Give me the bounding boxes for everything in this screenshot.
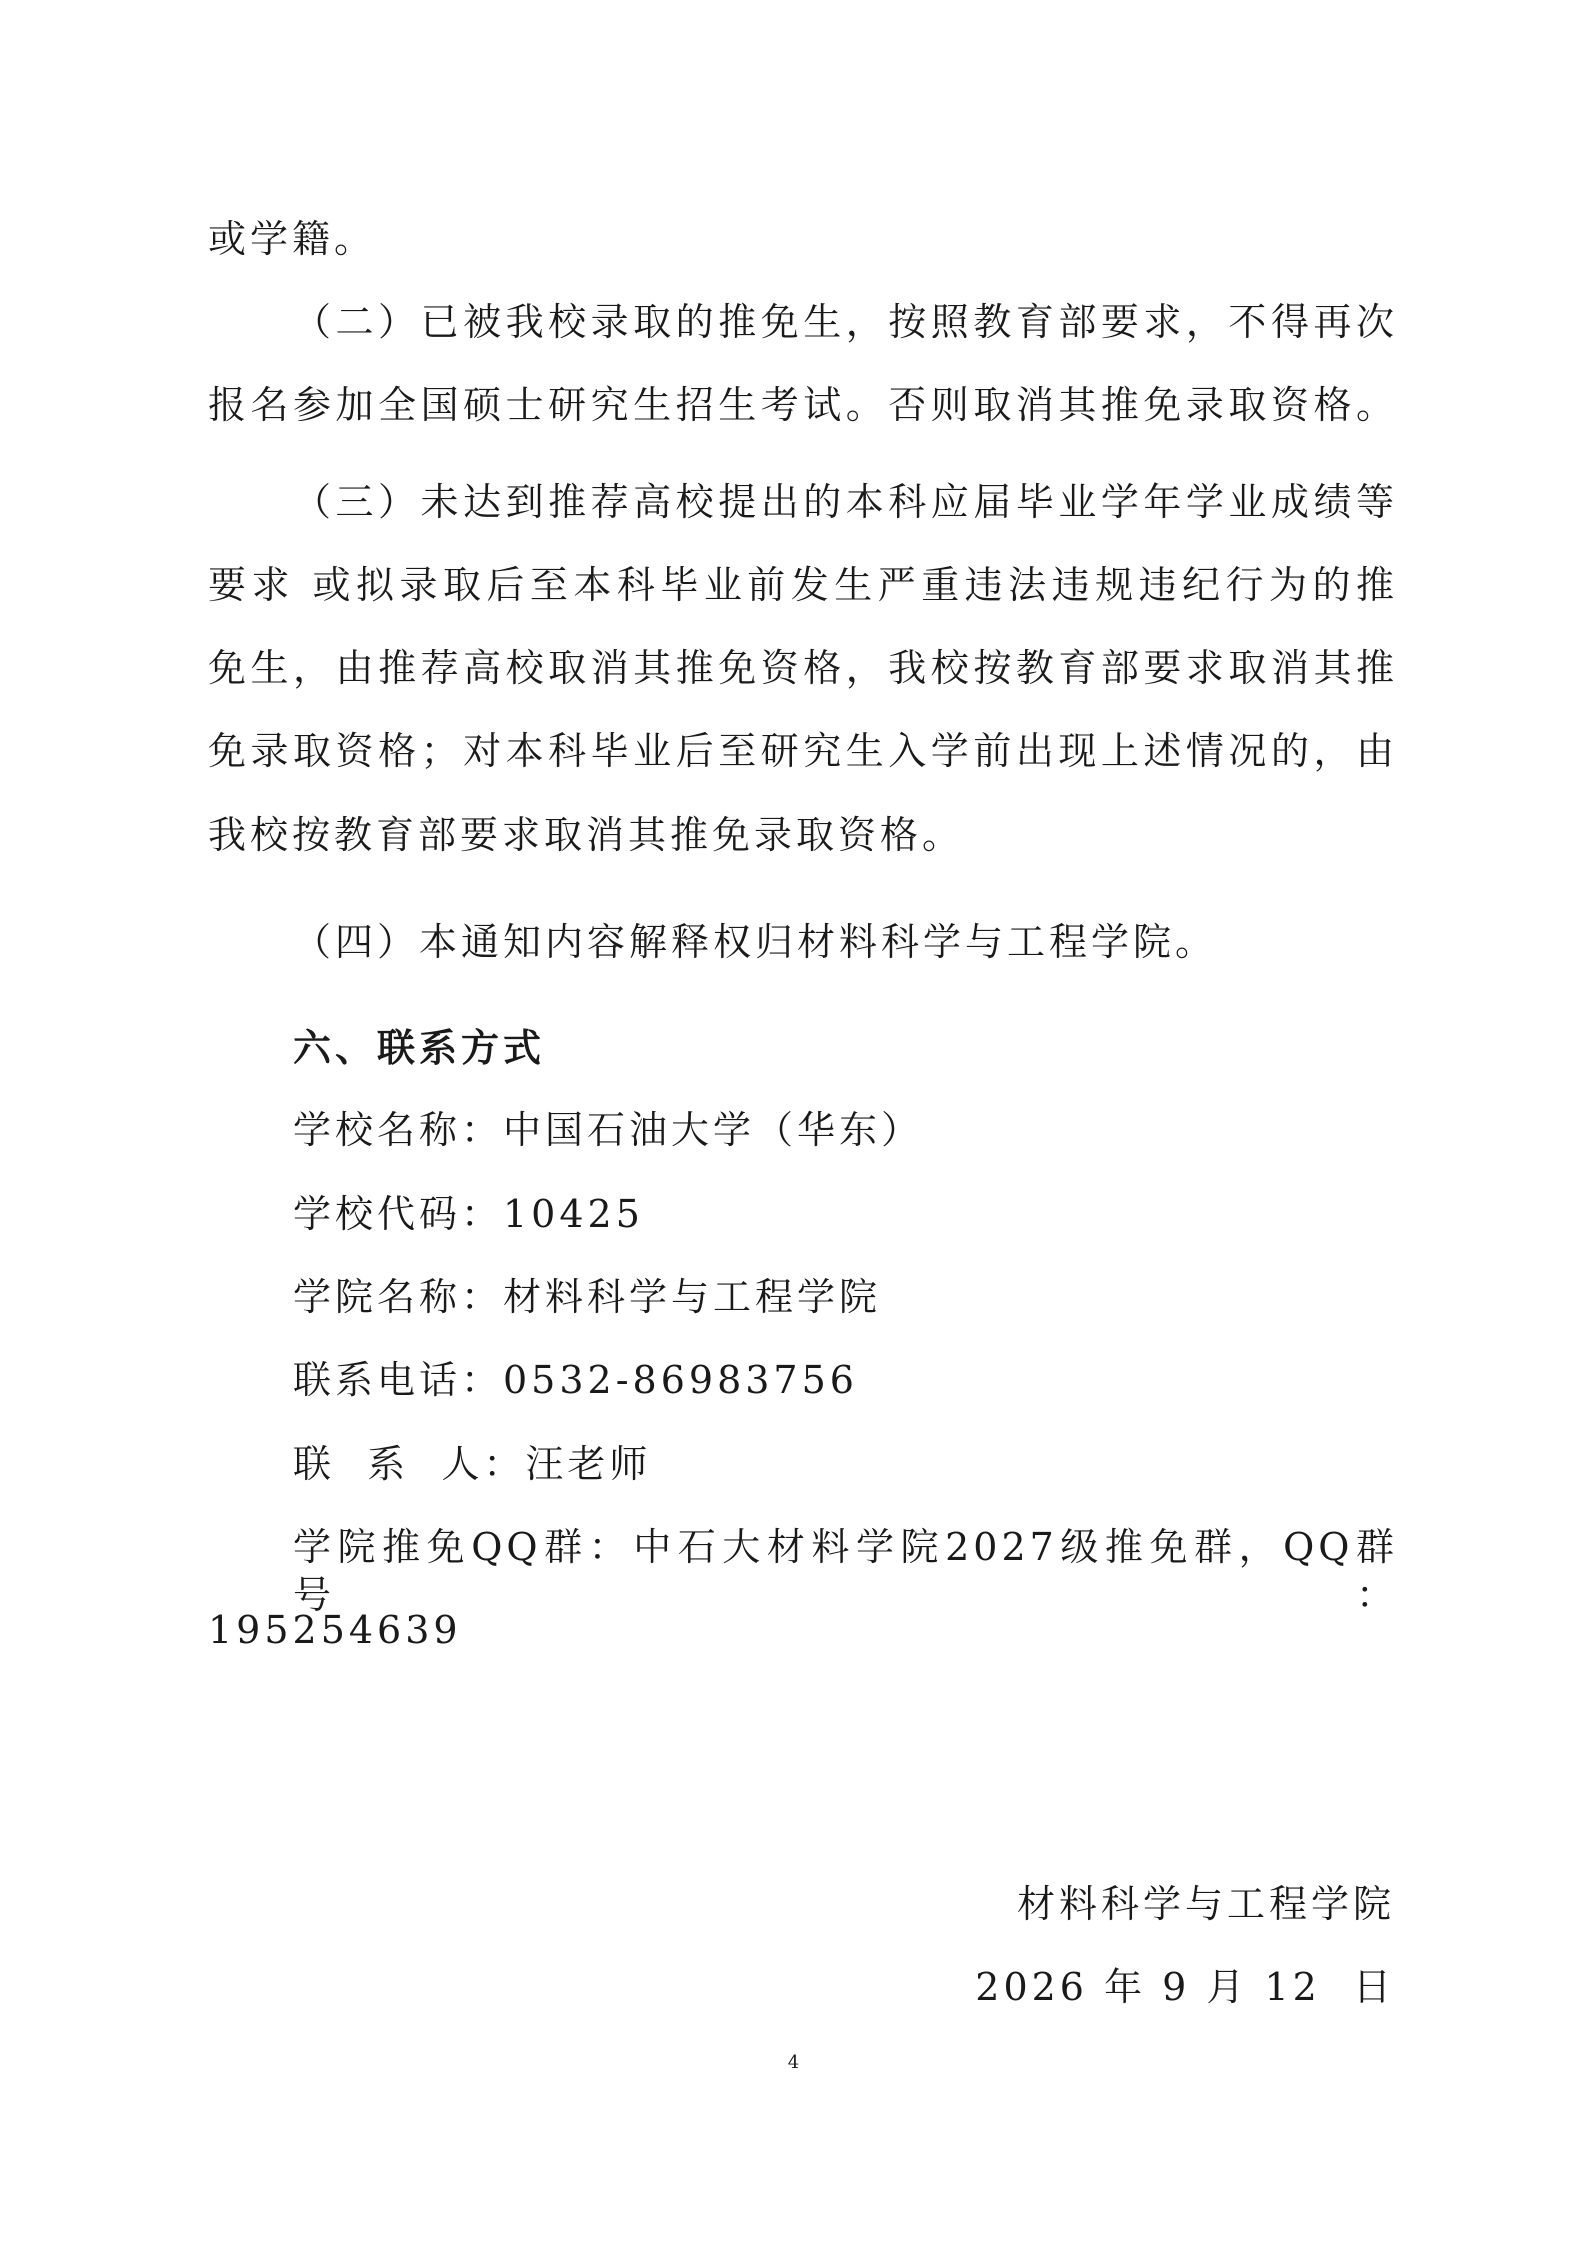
qq-group: 学院推免QQ群：中石大材料学院2027级推免群，QQ群号： — [293, 1525, 1398, 1617]
school-name: 学校名称：中国石油大学（华东） — [293, 1108, 924, 1152]
signature-date: 2026 年 9 月 12 日 — [975, 1965, 1395, 2009]
contact-phone: 联系电话：0532-86983756 — [293, 1358, 858, 1402]
school-code: 学校代码：10425 — [293, 1192, 644, 1236]
paragraph-line: 免生，由推荐高校取消其推免资格，我校按教育部要求取消其推 — [208, 646, 1398, 690]
paragraph-line: 报名参加全国硕士研究生招生考试。否则取消其推免录取资格。 — [208, 383, 1398, 427]
signature-organization: 材料科学与工程学院 — [1016, 1882, 1395, 1926]
paragraph-line: （四）本通知内容解释权归材料科学与工程学院。 — [293, 920, 1218, 964]
page-number: 4 — [787, 2052, 800, 2073]
paragraph-line: （二）已被我校录取的推免生，按照教育部要求，不得再次 — [293, 300, 1398, 344]
section-heading: 六、联系方式 — [293, 1026, 546, 1070]
paragraph-line: 或学籍。 — [208, 217, 377, 261]
paragraph-line: （三）未达到推荐高校提出的本科应届毕业学年学业成绩等 — [293, 480, 1398, 524]
college-name: 学院名称：材料科学与工程学院 — [293, 1275, 882, 1319]
contact-person: 联 系 人：汪老师 — [293, 1442, 652, 1486]
paragraph-line: 免录取资格；对本科毕业后至研究生入学前出现上述情况的，由 — [208, 729, 1398, 773]
paragraph-line: 要求 或拟录取后至本科毕业前发生严重违法违规违纪行为的推 — [208, 563, 1398, 607]
paragraph-line: 我校按教育部要求取消其推免录取资格。 — [208, 813, 965, 857]
qq-number: 195254639 — [208, 1608, 462, 1652]
